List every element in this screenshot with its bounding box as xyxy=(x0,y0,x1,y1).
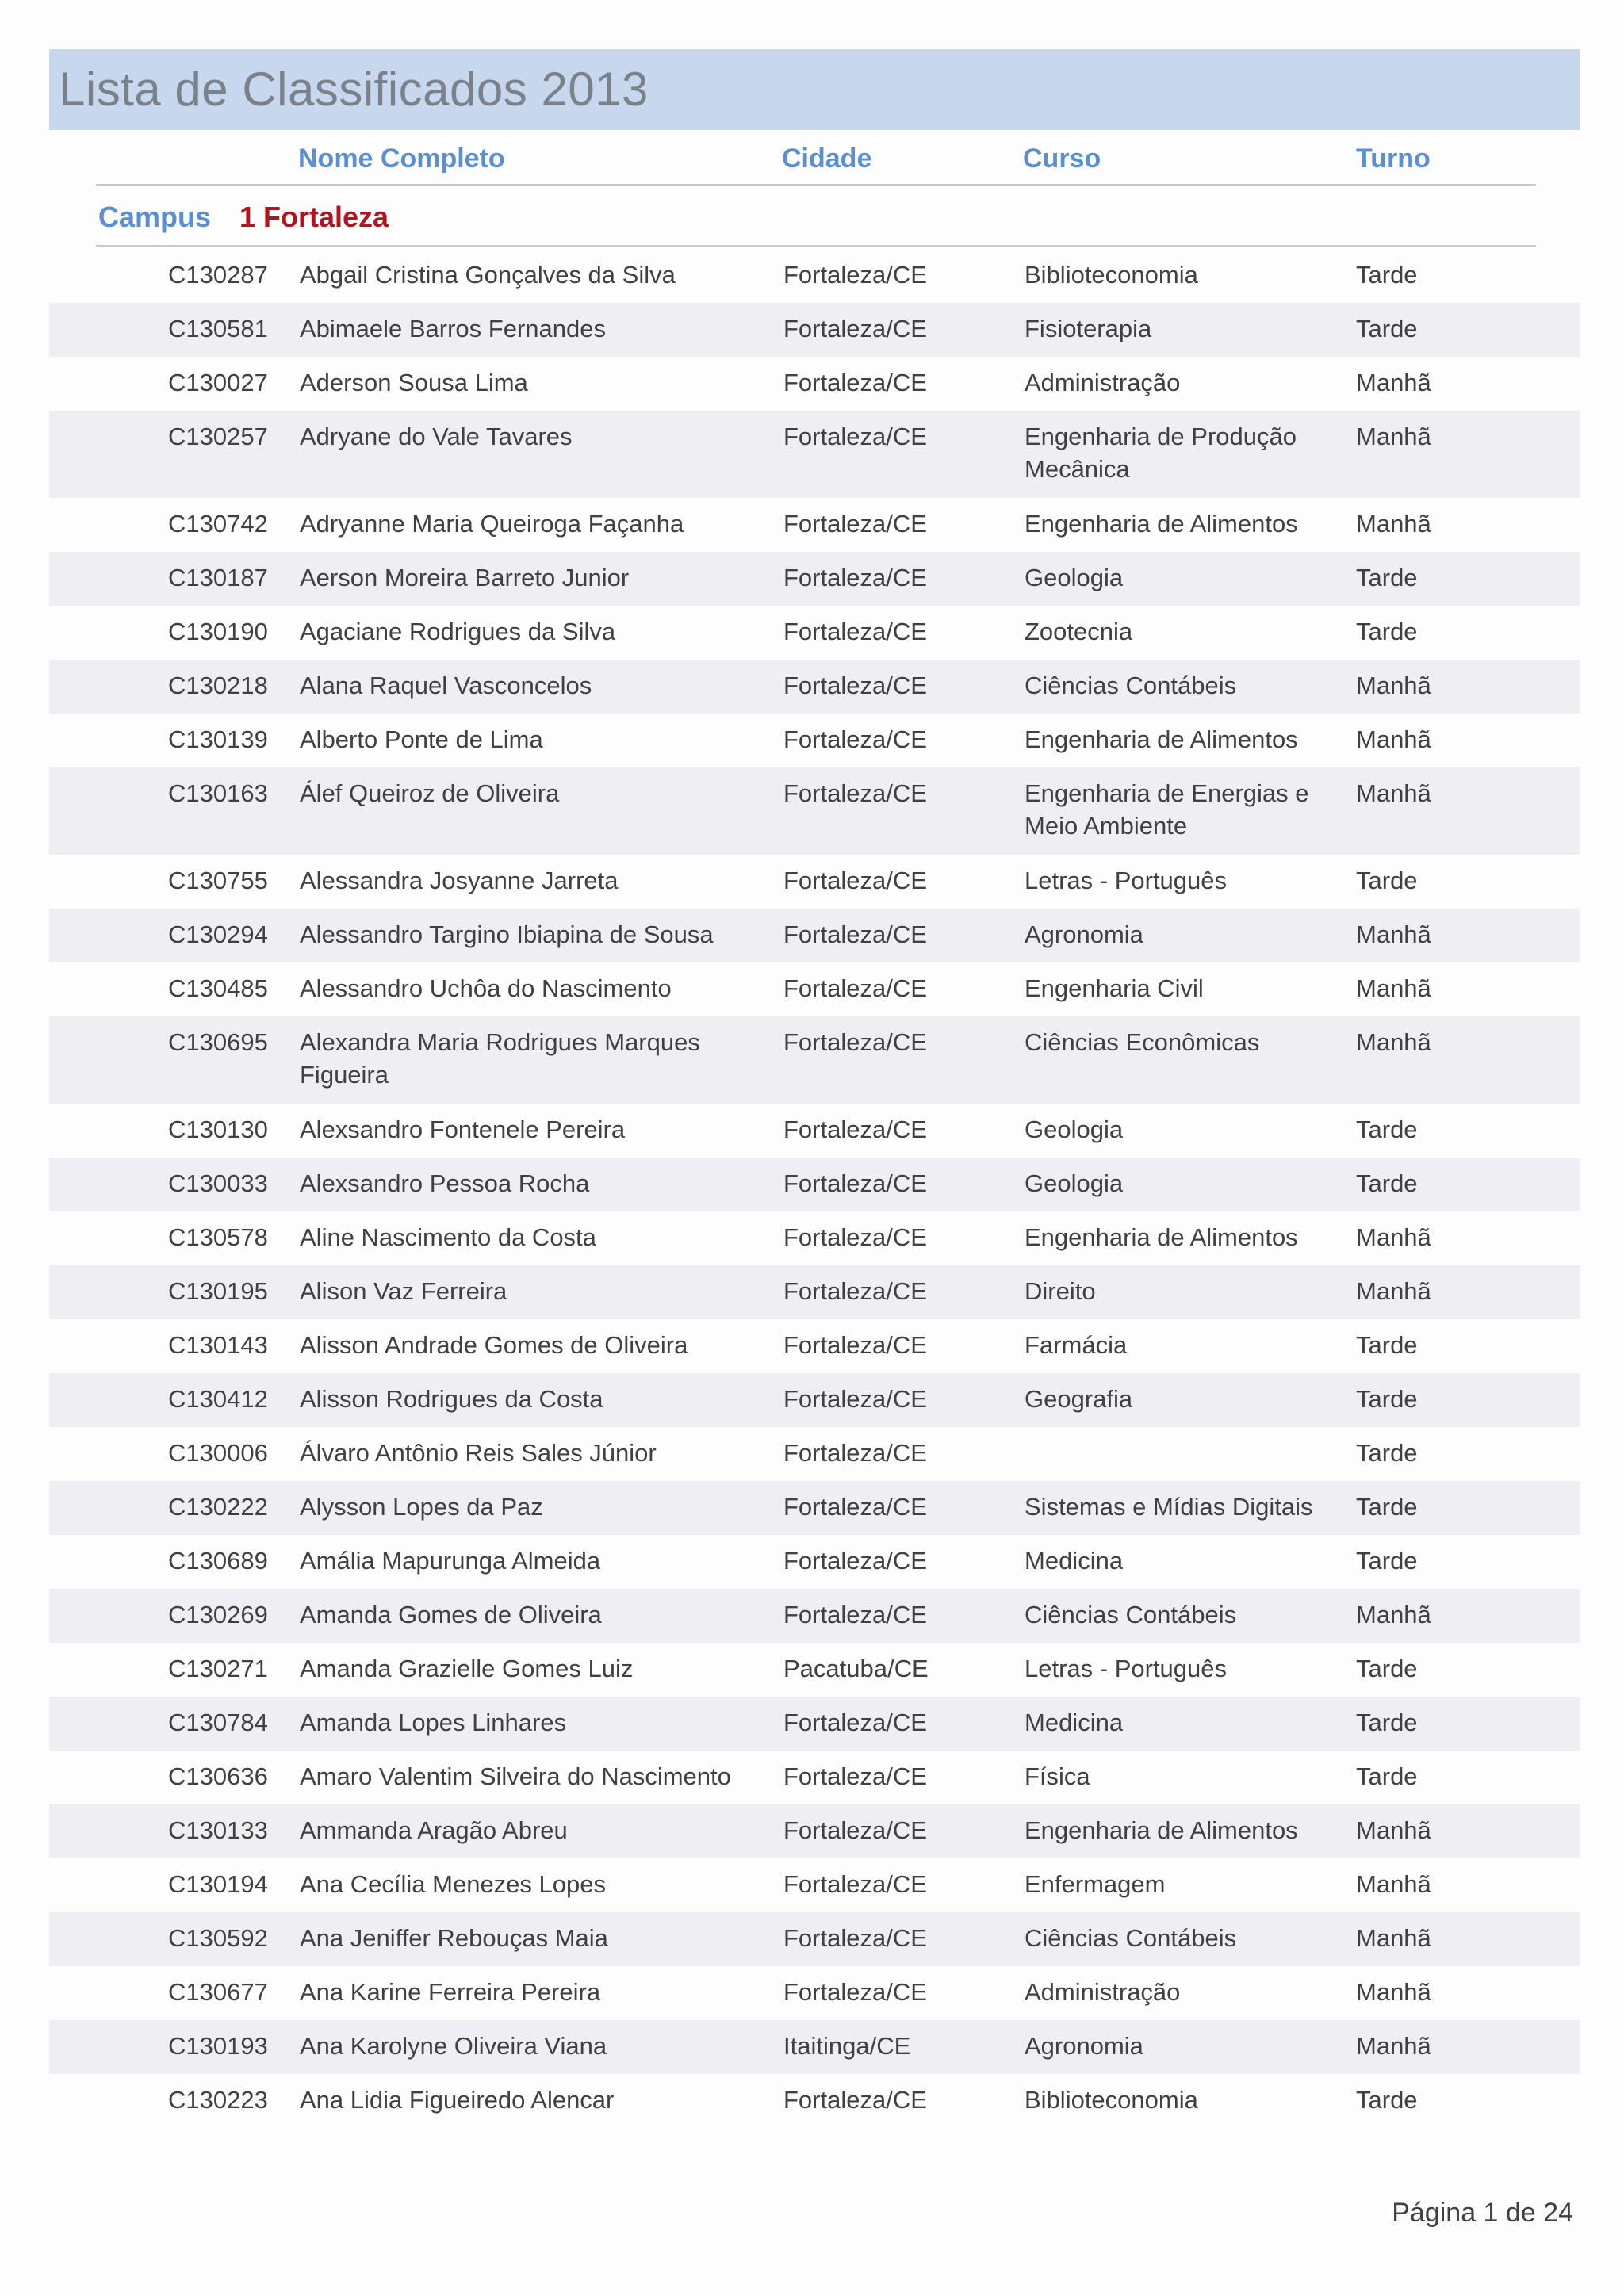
row-curso: Geologia xyxy=(1025,1169,1124,1197)
row-city: Fortaleza/CE xyxy=(783,618,927,645)
row-name: Álvaro Antônio Reis Sales Júnior xyxy=(300,1439,657,1467)
table-row xyxy=(49,249,1580,303)
row-turno: Manhã xyxy=(1356,510,1431,538)
row-curso: Física xyxy=(1025,1762,1090,1790)
campus-divider xyxy=(96,245,1536,247)
row-code: C130027 xyxy=(168,369,268,396)
row-city: Fortaleza/CE xyxy=(783,1762,927,1790)
row-city: Fortaleza/CE xyxy=(783,1385,927,1413)
row-turno: Manhã xyxy=(1356,1870,1431,1898)
row-name: Alison Vaz Ferreira xyxy=(300,1277,508,1305)
table-row xyxy=(49,909,1580,962)
row-code: C130677 xyxy=(168,1978,268,2006)
row-curso: Letras - Português xyxy=(1025,867,1228,894)
row-turno: Manhã xyxy=(1356,1601,1431,1628)
table-row xyxy=(49,1697,1580,1751)
row-name: Aline Nascimento da Costa xyxy=(300,1223,596,1251)
row-turno: Manhã xyxy=(1356,1816,1431,1844)
row-city: Fortaleza/CE xyxy=(783,1223,927,1251)
row-turno: Tarde xyxy=(1356,261,1418,289)
row-curso: Medicina xyxy=(1025,1709,1124,1736)
table-row xyxy=(49,1319,1580,1373)
row-code: C130163 xyxy=(168,779,268,807)
row-code: C130193 xyxy=(168,2032,268,2060)
row-name: Alexsandro Fontenele Pereira xyxy=(300,1115,626,1143)
row-name: Amanda Lopes Linhares xyxy=(300,1709,567,1736)
header-curso: Curso xyxy=(1023,144,1101,174)
row-code: C130223 xyxy=(168,2086,268,2114)
row-city: Fortaleza/CE xyxy=(783,867,927,894)
header-turno: Turno xyxy=(1356,144,1431,174)
row-turno: Tarde xyxy=(1356,1385,1418,1413)
classified-list xyxy=(49,249,1580,2128)
row-code: C130222 xyxy=(168,1493,268,1521)
table-row xyxy=(49,1211,1580,1265)
table-row xyxy=(49,1104,1580,1158)
row-curso: Ciências Econômicas xyxy=(1025,1028,1260,1056)
row-code: C130194 xyxy=(168,1870,268,1898)
row-name: Adryane do Vale Tavares xyxy=(300,423,573,450)
row-name: Alessandro Targino Ibiapina de Sousa xyxy=(300,920,714,948)
table-row xyxy=(49,1751,1580,1804)
row-turno: Tarde xyxy=(1356,1655,1418,1682)
row-city: Fortaleza/CE xyxy=(783,974,927,1002)
row-name: Alexsandro Pessoa Rocha xyxy=(300,1169,590,1197)
row-turno: Tarde xyxy=(1356,1709,1418,1736)
row-turno: Tarde xyxy=(1356,1762,1418,1790)
row-code: C130412 xyxy=(168,1385,268,1413)
row-turno: Tarde xyxy=(1356,1115,1418,1143)
row-name: Ana Lidia Figueiredo Alencar xyxy=(300,2086,615,2114)
row-curso: Sistemas e Mídias Digitais xyxy=(1025,1493,1313,1521)
table-row xyxy=(49,660,1580,714)
campus-name: 1 Fortaleza xyxy=(239,201,389,233)
row-turno: Tarde xyxy=(1356,1331,1418,1359)
header-nome: Nome Completo xyxy=(298,144,505,174)
row-name: Aerson Moreira Barreto Junior xyxy=(300,564,630,591)
row-turno: Manhã xyxy=(1356,1978,1431,2006)
row-curso: Engenharia de Produção Mecânica xyxy=(1025,423,1297,483)
row-code: C130294 xyxy=(168,920,268,948)
header-cidade: Cidade xyxy=(782,144,872,174)
row-city: Fortaleza/CE xyxy=(783,1601,927,1628)
table-row xyxy=(49,1858,1580,1912)
row-code: C130133 xyxy=(168,1816,268,1844)
row-city: Fortaleza/CE xyxy=(783,1978,927,2006)
row-name: Alysson Lopes da Paz xyxy=(300,1493,543,1521)
row-city: Fortaleza/CE xyxy=(783,920,927,948)
row-code: C130195 xyxy=(168,1277,268,1305)
table-row xyxy=(49,606,1580,660)
row-name: Agaciane Rodrigues da Silva xyxy=(300,618,616,645)
row-name: Alexandra Maria Rodrigues Marques Figueira xyxy=(300,1028,700,1089)
table-row xyxy=(49,1016,1580,1104)
row-code: C130218 xyxy=(168,672,268,699)
row-code: C130755 xyxy=(168,867,268,894)
row-name: Alessandra Josyanne Jarreta xyxy=(300,867,619,894)
table-row xyxy=(49,1966,1580,2020)
row-city: Fortaleza/CE xyxy=(783,1709,927,1736)
row-turno: Tarde xyxy=(1356,1493,1418,1521)
row-city: Fortaleza/CE xyxy=(783,510,927,538)
row-code: C130695 xyxy=(168,1028,268,1056)
table-row xyxy=(49,1481,1580,1535)
row-code: C130636 xyxy=(168,1762,268,1790)
table-row xyxy=(49,2074,1580,2128)
table-row xyxy=(49,1589,1580,1643)
row-name: Ana Cecília Menezes Lopes xyxy=(300,1870,607,1898)
row-city: Fortaleza/CE xyxy=(783,725,927,753)
row-city: Fortaleza/CE xyxy=(783,1870,927,1898)
row-turno: Tarde xyxy=(1356,2086,1418,2114)
row-city: Fortaleza/CE xyxy=(783,423,927,450)
row-name: Ana Karine Ferreira Pereira xyxy=(300,1978,601,2006)
row-code: C130485 xyxy=(168,974,268,1002)
campus-group-header xyxy=(0,193,1624,241)
page-number: Página 1 de 24 xyxy=(1392,2198,1573,2228)
row-code: C130257 xyxy=(168,423,268,450)
table-row xyxy=(49,855,1580,909)
row-curso: Fisioterapia xyxy=(1025,315,1152,342)
row-code: C130139 xyxy=(168,725,268,753)
row-turno: Tarde xyxy=(1356,564,1418,591)
row-name: Aderson Sousa Lima xyxy=(300,369,528,396)
row-city: Fortaleza/CE xyxy=(783,1493,927,1521)
row-turno: Manhã xyxy=(1356,2032,1431,2060)
row-curso: Biblioteconomia xyxy=(1025,2086,1198,2114)
row-name: Álef Queiroz de Oliveira xyxy=(300,779,560,807)
table-row xyxy=(49,714,1580,767)
row-curso: Letras - Português xyxy=(1025,1655,1228,1682)
table-row xyxy=(49,1158,1580,1211)
row-city: Fortaleza/CE xyxy=(783,672,927,699)
row-city: Fortaleza/CE xyxy=(783,1439,927,1467)
campus-label: Campus xyxy=(98,201,212,233)
table-row xyxy=(49,767,1580,855)
row-name: Abimaele Barros Fernandes xyxy=(300,315,606,342)
row-curso: Agronomia xyxy=(1025,2032,1143,2060)
row-city: Fortaleza/CE xyxy=(783,1924,927,1952)
row-turno: Manhã xyxy=(1356,1277,1431,1305)
row-city: Fortaleza/CE xyxy=(783,564,927,591)
row-code: C130592 xyxy=(168,1924,268,1952)
row-turno: Manhã xyxy=(1356,1223,1431,1251)
table-row xyxy=(49,1912,1580,1966)
row-name: Alisson Andrade Gomes de Oliveira xyxy=(300,1331,688,1359)
row-code: C130006 xyxy=(168,1439,268,1467)
row-code: C130143 xyxy=(168,1331,268,1359)
row-curso: Farmácia xyxy=(1025,1331,1128,1359)
table-row xyxy=(49,1535,1580,1589)
table-row xyxy=(49,411,1580,498)
row-curso: Geografia xyxy=(1025,1385,1133,1413)
row-turno: Tarde xyxy=(1356,1439,1418,1467)
row-turno: Manhã xyxy=(1356,1924,1431,1952)
table-row xyxy=(49,2020,1580,2074)
row-code: C130190 xyxy=(168,618,268,645)
row-curso: Engenharia de Alimentos xyxy=(1025,1223,1298,1251)
row-city: Fortaleza/CE xyxy=(783,261,927,289)
header-divider xyxy=(96,184,1536,186)
table-row xyxy=(49,303,1580,357)
row-turno: Tarde xyxy=(1356,315,1418,342)
row-turno: Manhã xyxy=(1356,974,1431,1002)
row-city: Fortaleza/CE xyxy=(783,1277,927,1305)
row-code: C130287 xyxy=(168,261,268,289)
row-turno: Manhã xyxy=(1356,423,1431,450)
table-row xyxy=(49,1804,1580,1858)
row-name: Amaro Valentim Silveira do Nascimento xyxy=(300,1762,731,1790)
row-name: Ammanda Aragão Abreu xyxy=(300,1816,568,1844)
row-city: Fortaleza/CE xyxy=(783,369,927,396)
row-curso: Engenharia de Alimentos xyxy=(1025,725,1298,753)
row-city: Pacatuba/CE xyxy=(783,1655,929,1682)
row-code: C130271 xyxy=(168,1655,268,1682)
page-title: Lista de Classificados 2013 xyxy=(59,63,649,116)
row-name: Ana Karolyne Oliveira Viana xyxy=(300,2032,607,2060)
row-name: Alessandro Uchôa do Nascimento xyxy=(300,974,672,1002)
row-turno: Manhã xyxy=(1356,779,1431,807)
row-code: C130689 xyxy=(168,1547,268,1575)
row-name: Amália Mapurunga Almeida xyxy=(300,1547,601,1575)
table-row xyxy=(49,962,1580,1016)
row-city: Fortaleza/CE xyxy=(783,1169,927,1197)
row-turno: Manhã xyxy=(1356,369,1431,396)
row-name: Alberto Ponte de Lima xyxy=(300,725,543,753)
table-row xyxy=(49,552,1580,606)
row-name: Abgail Cristina Gonçalves da Silva xyxy=(300,261,676,289)
row-turno: Tarde xyxy=(1356,867,1418,894)
row-city: Fortaleza/CE xyxy=(783,1816,927,1844)
row-name: Amanda Gomes de Oliveira xyxy=(300,1601,602,1628)
row-city: Fortaleza/CE xyxy=(783,1547,927,1575)
row-code: C130130 xyxy=(168,1115,268,1143)
table-row xyxy=(49,1427,1580,1481)
row-curso: Agronomia xyxy=(1025,920,1143,948)
row-curso: Enfermagem xyxy=(1025,1870,1166,1898)
row-curso: Ciências Contábeis xyxy=(1025,1924,1237,1952)
row-curso: Zootecnia xyxy=(1025,618,1133,645)
row-city: Fortaleza/CE xyxy=(783,315,927,342)
row-name: Alisson Rodrigues da Costa xyxy=(300,1385,603,1413)
table-row xyxy=(49,498,1580,552)
row-turno: Manhã xyxy=(1356,725,1431,753)
table-row xyxy=(49,1265,1580,1319)
row-name: Amanda Grazielle Gomes Luiz xyxy=(300,1655,634,1682)
row-code: C130187 xyxy=(168,564,268,591)
row-curso: Biblioteconomia xyxy=(1025,261,1198,289)
row-name: Adryanne Maria Queiroga Façanha xyxy=(300,510,684,538)
row-city: Itaitinga/CE xyxy=(783,2032,911,2060)
row-city: Fortaleza/CE xyxy=(783,779,927,807)
row-name: Ana Jeniffer Rebouças Maia xyxy=(300,1924,608,1952)
row-curso: Engenharia de Energias e Meio Ambiente xyxy=(1025,779,1309,840)
row-curso: Engenharia de Alimentos xyxy=(1025,1816,1298,1844)
table-row xyxy=(49,1643,1580,1697)
row-curso: Direito xyxy=(1025,1277,1096,1305)
row-name: Alana Raquel Vasconcelos xyxy=(300,672,592,699)
row-city: Fortaleza/CE xyxy=(783,1331,927,1359)
table-row xyxy=(49,357,1580,411)
row-city: Fortaleza/CE xyxy=(783,1115,927,1143)
column-headers xyxy=(0,136,1624,181)
row-curso: Administração xyxy=(1025,369,1181,396)
row-curso: Ciências Contábeis xyxy=(1025,1601,1237,1628)
row-code: C130578 xyxy=(168,1223,268,1251)
row-city: Fortaleza/CE xyxy=(783,2086,927,2114)
row-curso: Engenharia de Alimentos xyxy=(1025,510,1298,538)
row-turno: Manhã xyxy=(1356,920,1431,948)
row-turno: Tarde xyxy=(1356,1169,1418,1197)
row-curso: Medicina xyxy=(1025,1547,1124,1575)
row-code: C130784 xyxy=(168,1709,268,1736)
row-curso: Geologia xyxy=(1025,564,1124,591)
title-bar xyxy=(49,49,1580,130)
row-turno: Tarde xyxy=(1356,618,1418,645)
row-code: C130742 xyxy=(168,510,268,538)
table-row xyxy=(49,1373,1580,1427)
row-code: C130269 xyxy=(168,1601,268,1628)
row-turno: Manhã xyxy=(1356,1028,1431,1056)
row-curso: Engenharia Civil xyxy=(1025,974,1204,1002)
row-curso: Ciências Contábeis xyxy=(1025,672,1237,699)
row-curso: Administração xyxy=(1025,1978,1181,2006)
row-code: C130581 xyxy=(168,315,268,342)
row-curso: Geologia xyxy=(1025,1115,1124,1143)
row-city: Fortaleza/CE xyxy=(783,1028,927,1056)
row-code: C130033 xyxy=(168,1169,268,1197)
row-turno: Manhã xyxy=(1356,672,1431,699)
row-turno: Tarde xyxy=(1356,1547,1418,1575)
